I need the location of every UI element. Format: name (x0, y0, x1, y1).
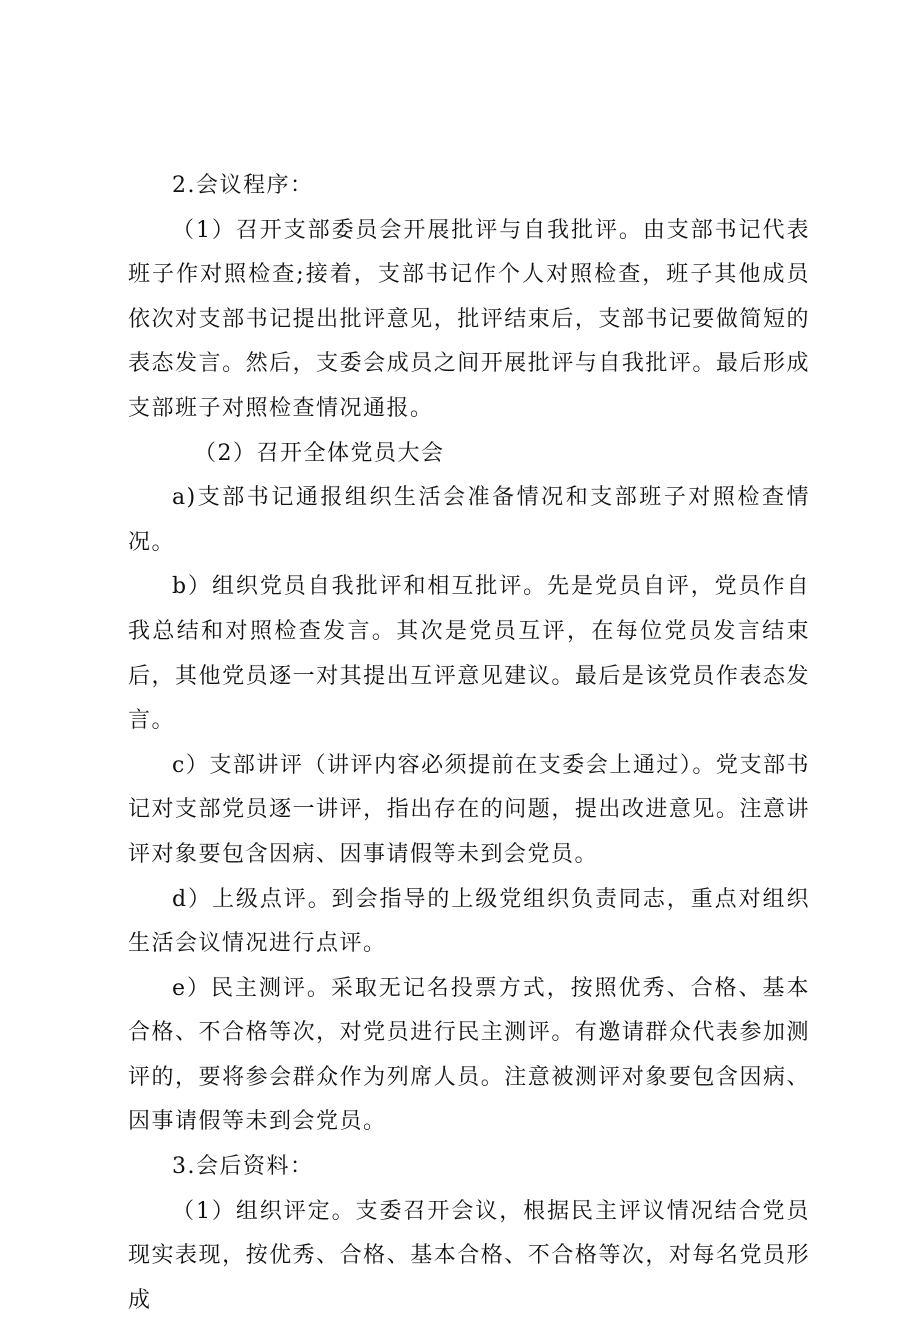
section-heading-post-meeting-materials: 3.会后资料： (172, 1154, 314, 1180)
paragraph-organization-evaluation: （1）组织评定。支委召开会议，根据民主评议情况结合党员现实表现，按优秀、合格、基本合格、不合格等次，对每名党员形成 (128, 1198, 810, 1313)
paragraph-branch-committee-meeting: （1）召开支部委员会开展批评与自我批评。由支部书记代表班子作对照检查;接着，支部书记作个人对照检查，班子其他成员依次对支部书记提出批评意见，批评结束后，支部书记要做简短的表态发言。然后，支委会成员之间开展批评与自我批评。最后形成支部班子对照检查情况通报。 (128, 217, 810, 421)
document-body (128, 164, 810, 1323)
paragraph-item-c: c）支部讲评（讲评内容必须提前在支委会上通过）。党支部书记对支部党员逐一讲评，指出存在的问题，提出改进意见。注意讲评对象要包含因病、因事请假等未到会党员。 (128, 752, 810, 867)
paragraph-all-members-meeting: （2）召开全体党员大会 (194, 440, 445, 466)
paragraph-item-a: a)支部书记通报组织生活会准备情况和支部班子对照检查情况。 (128, 485, 810, 555)
paragraph-item-d: d）上级点评。到会指导的上级党组织负责同志，重点对组织生活会议情况进行点评。 (128, 886, 810, 957)
section-heading-meeting-procedure: 2.会议程序： (172, 173, 314, 198)
paragraph-item-b: b）组织党员自我批评和相互批评。先是党员自评，党员作自我总结和对照检查发言。其次是党员互评，在每位党员发言结束后，其他党员逐一对其提出互评意见建议。最后是该党员作表态发言。 (128, 574, 810, 734)
paragraph-item-e: e）民主测评。采取无记名投票方式，按照优秀、合格、基本合格、不合格等次，对党员进行民主测评。有邀请群众代表参加测评的，要将参会群众作为列席人员。注意被测评对象要包含因病、因事请假等未到会党员。 (128, 975, 810, 1135)
